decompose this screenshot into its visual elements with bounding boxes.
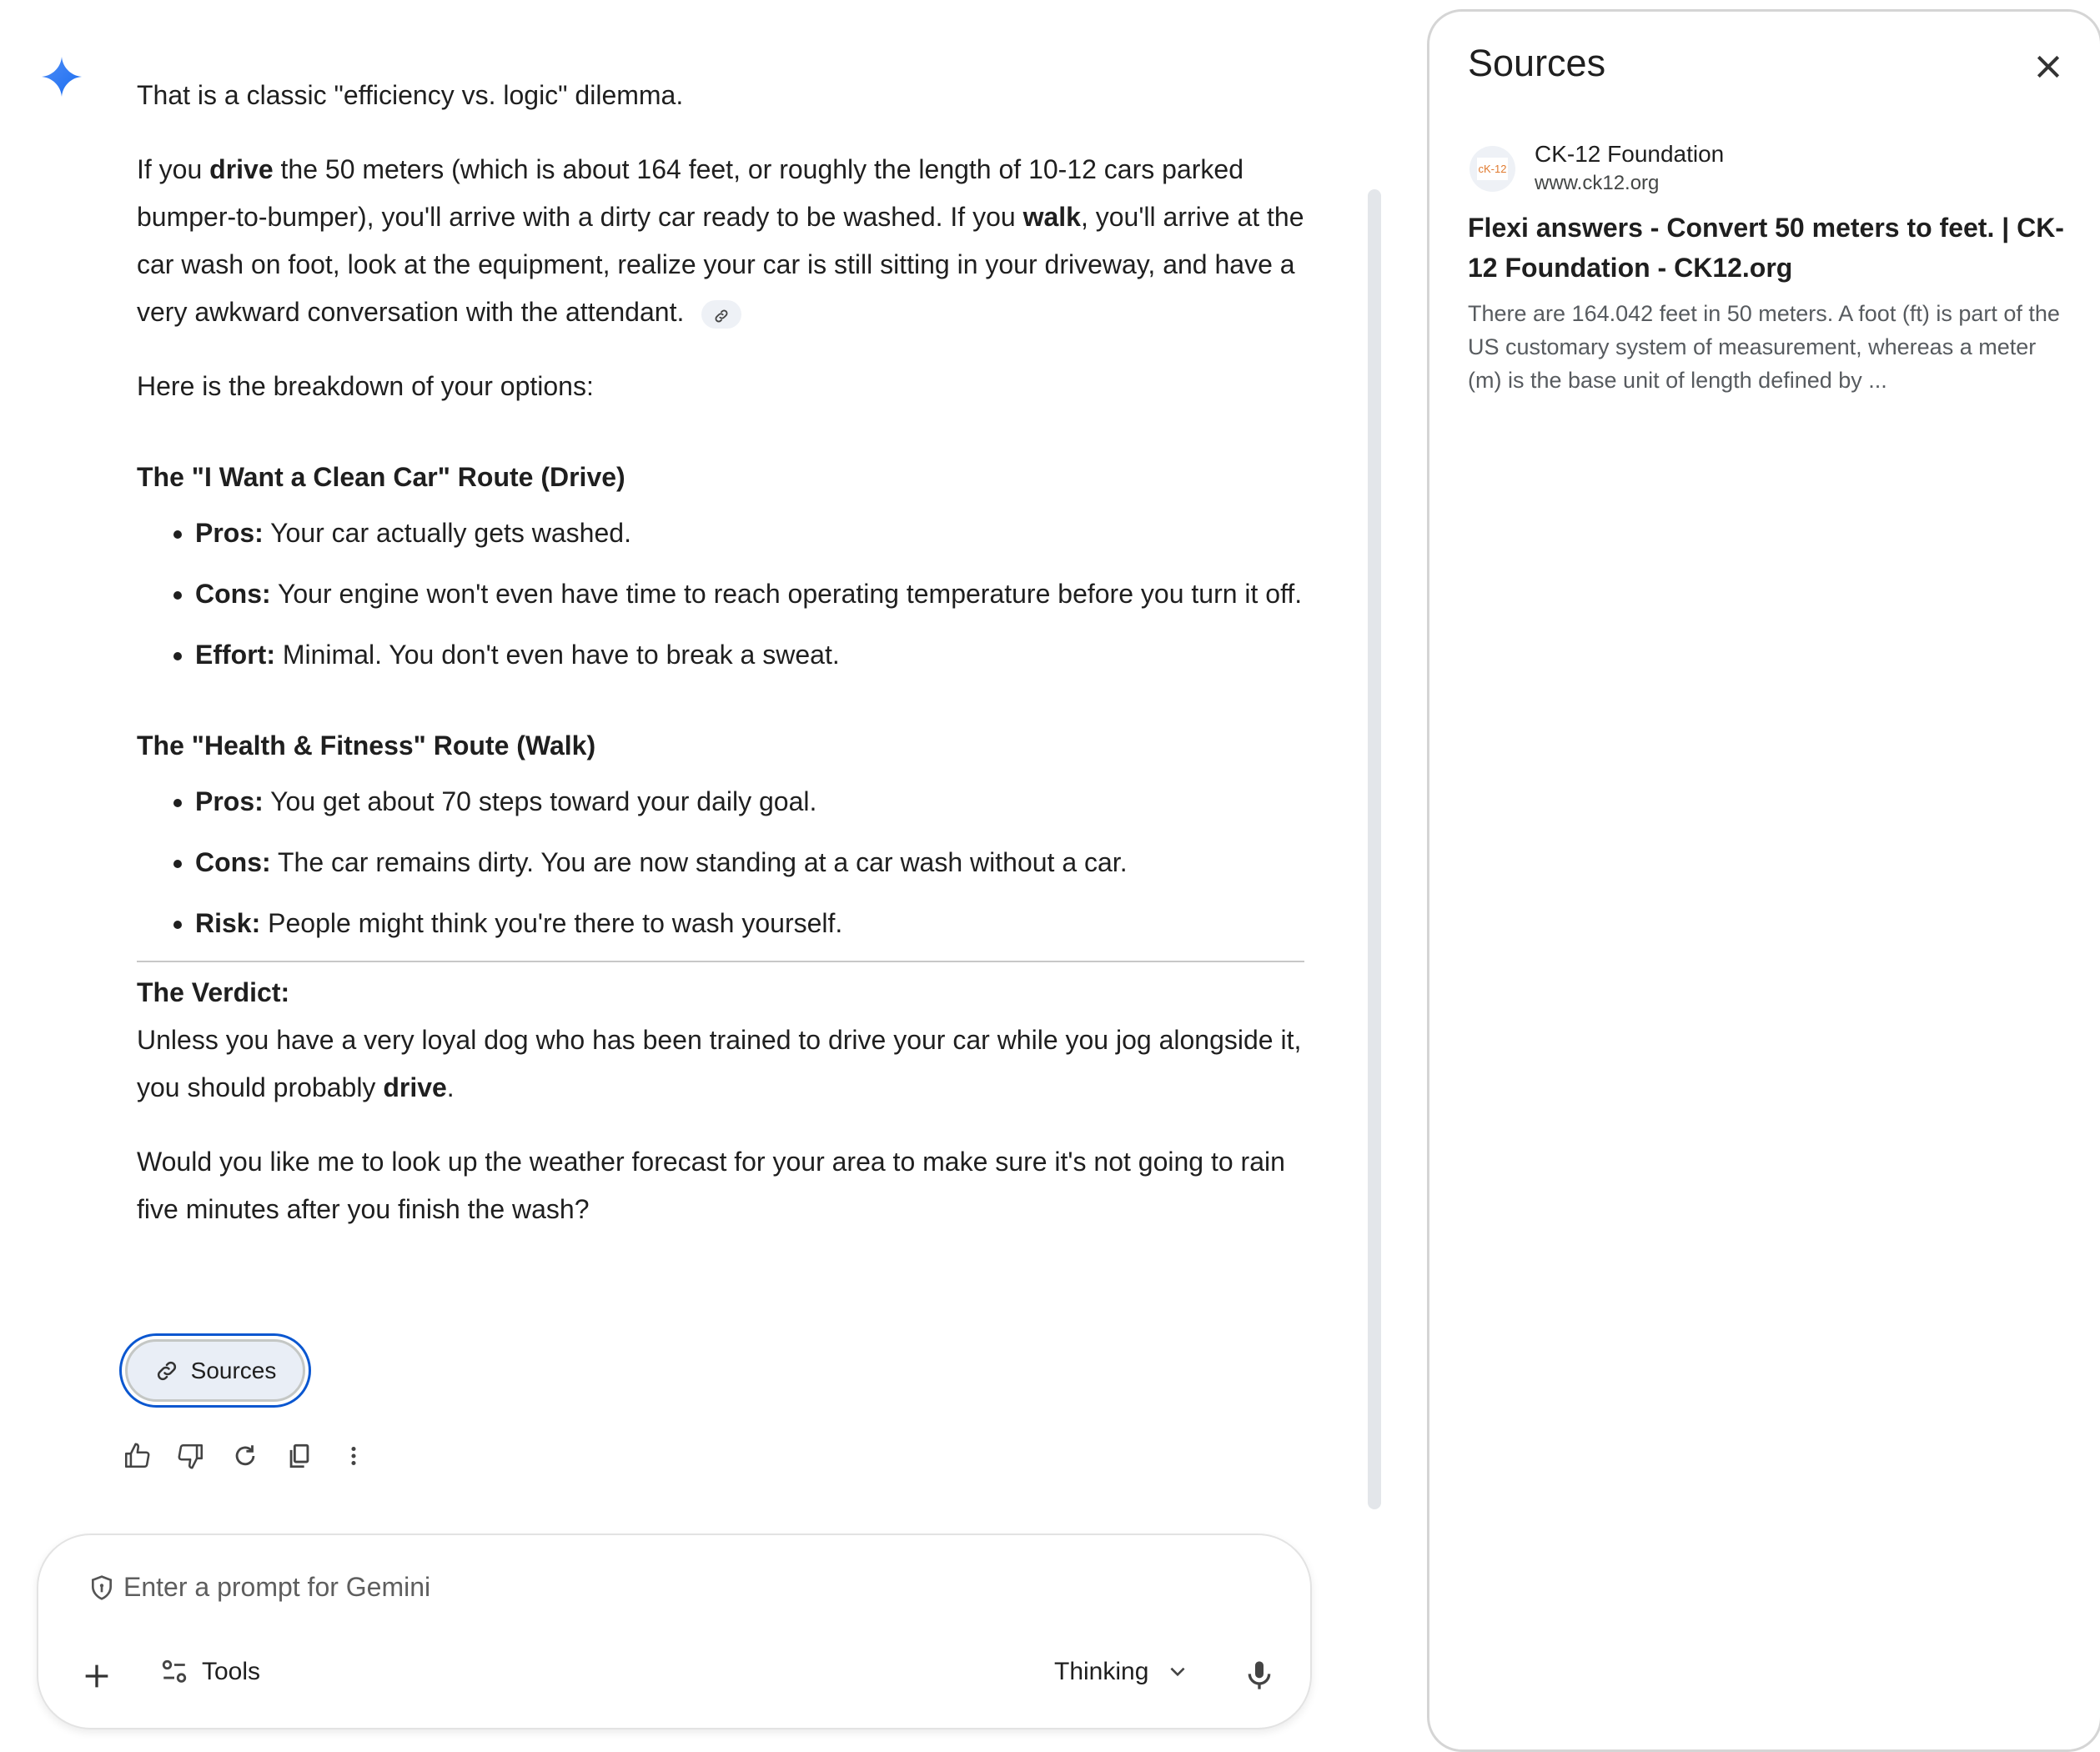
input-toolbar [72, 1656, 1277, 1698]
item-label: Pros: [195, 518, 264, 548]
close-icon[interactable] [2032, 50, 2065, 83]
copy-icon [285, 1442, 314, 1470]
refresh-icon [231, 1442, 259, 1470]
text-segment: Unless you have a very loyal dog who has been trained to drive your car while you jog alongside it, you should probably [137, 1025, 1302, 1102]
item-text: The car remains dirty. You are now standing at a car wash without a car. [270, 847, 1128, 877]
source-snippet: There are 164.042 feet in 50 meters. A foot (ft) is part of the US customary system of measurement, whereas a meter (m) is the base unit of length defined by ... [1468, 301, 2060, 393]
intro-text: That is a classic "efficiency vs. logic" dilemma. [137, 80, 684, 110]
mode-label: Thinking [1054, 1658, 1149, 1685]
bold-segment: walk [1022, 202, 1081, 232]
list-item [195, 778, 1304, 826]
source-title-link[interactable]: Flexi answers - Convert 50 meters to feet. | CK-12 Foundation - CK12.org [1468, 213, 2064, 283]
tools-button[interactable] [160, 1658, 260, 1686]
microphone-icon[interactable] [1243, 1656, 1276, 1694]
item-label: Pros: [195, 786, 264, 816]
item-text: Your car actually gets washed. [263, 518, 631, 548]
item-text: You get about 70 steps toward your daily goal. [263, 786, 817, 816]
tools-label: Tools [202, 1658, 261, 1685]
prompt-input[interactable] [88, 1572, 430, 1603]
more-options-button[interactable] [339, 1439, 369, 1473]
favicon-text: cK-12 [1477, 158, 1509, 180]
text-segment: If you [137, 154, 210, 184]
mode-selector[interactable] [1054, 1658, 1188, 1686]
sources-panel [1427, 9, 2100, 1752]
regenerate-button[interactable] [230, 1439, 260, 1473]
gemini-star-icon [42, 57, 82, 97]
tools-icon [160, 1658, 188, 1686]
thumbs-up-button[interactable] [122, 1439, 152, 1473]
thumbs-up-icon [123, 1442, 151, 1470]
chat-scrollbar[interactable] [1368, 189, 1381, 1509]
chevron-down-icon [1167, 1661, 1188, 1683]
ck12-favicon [1469, 146, 1515, 192]
response-actions [122, 1439, 369, 1473]
prompt-input-box[interactable] [37, 1534, 1312, 1729]
item-text: Minimal. You don't even have to break a sweat. [274, 640, 840, 670]
sources-panel-title: Sources [1468, 42, 1606, 84]
shield-icon [88, 1573, 115, 1603]
followup-question: Would you like me to look up the weather forecast for your area to make sure it's not going to rain five minutes after you finish the wash? [137, 1147, 1285, 1224]
add-button[interactable] [80, 1659, 113, 1693]
breakdown-intro: Here is the breakdown of your options: [137, 371, 594, 401]
divider [137, 961, 1304, 962]
walk-list [137, 778, 1304, 947]
copy-button[interactable] [284, 1439, 314, 1473]
link-icon [713, 308, 730, 324]
list-item [195, 510, 1304, 557]
item-text: People might think you're there to wash yourself. [260, 908, 843, 938]
list-item [195, 631, 1304, 679]
citation-link-button[interactable] [701, 300, 741, 329]
source-url: www.ck12.org [1535, 172, 1660, 194]
item-label: Risk: [195, 908, 261, 938]
text-segment: the 50 meters (which is about 164 feet, or roughly the length of 10-12 cars parked bumper-to-bumper), you'll arrive with a dirty car ready to be washed. If you [137, 154, 1243, 232]
more-vert-icon [339, 1442, 368, 1470]
text-segment: . [446, 1072, 455, 1102]
item-label: Cons: [195, 579, 271, 609]
list-item [195, 900, 1304, 947]
section-heading-drive: The "I Want a Clean Car" Route (Drive) [137, 462, 625, 492]
thumbs-down-button[interactable] [176, 1439, 206, 1473]
response-body [137, 72, 1304, 1260]
verdict-heading: The Verdict: [137, 977, 290, 1007]
item-label: Effort: [195, 640, 275, 670]
section-heading-walk: The "Health & Fitness" Route (Walk) [137, 730, 596, 761]
item-text: Your engine won't even have time to reach operating temperature before you turn it off. [270, 579, 1303, 609]
distance-paragraph [137, 146, 1304, 336]
source-site-name: CK-12 Foundation [1535, 141, 1725, 167]
text-segment: , you'll arrive at the car wash on foot, look at the equipment, realize your car is still sitting in your driveway, and have a very awkward conversation with the attendant. [137, 202, 1304, 327]
thumbs-down-icon [177, 1442, 205, 1470]
item-label: Cons: [195, 847, 271, 877]
link-icon [154, 1358, 179, 1383]
bold-segment: drive [383, 1072, 447, 1102]
list-item [195, 570, 1304, 618]
verdict-text [137, 1017, 1304, 1112]
bold-segment: drive [209, 154, 274, 184]
sources-button-label: Sources [190, 1357, 277, 1383]
list-item [195, 839, 1304, 886]
drive-list [137, 510, 1304, 679]
prompt-placeholder: Enter a prompt for Gemini [123, 1572, 431, 1602]
sources-button[interactable] [119, 1333, 311, 1408]
